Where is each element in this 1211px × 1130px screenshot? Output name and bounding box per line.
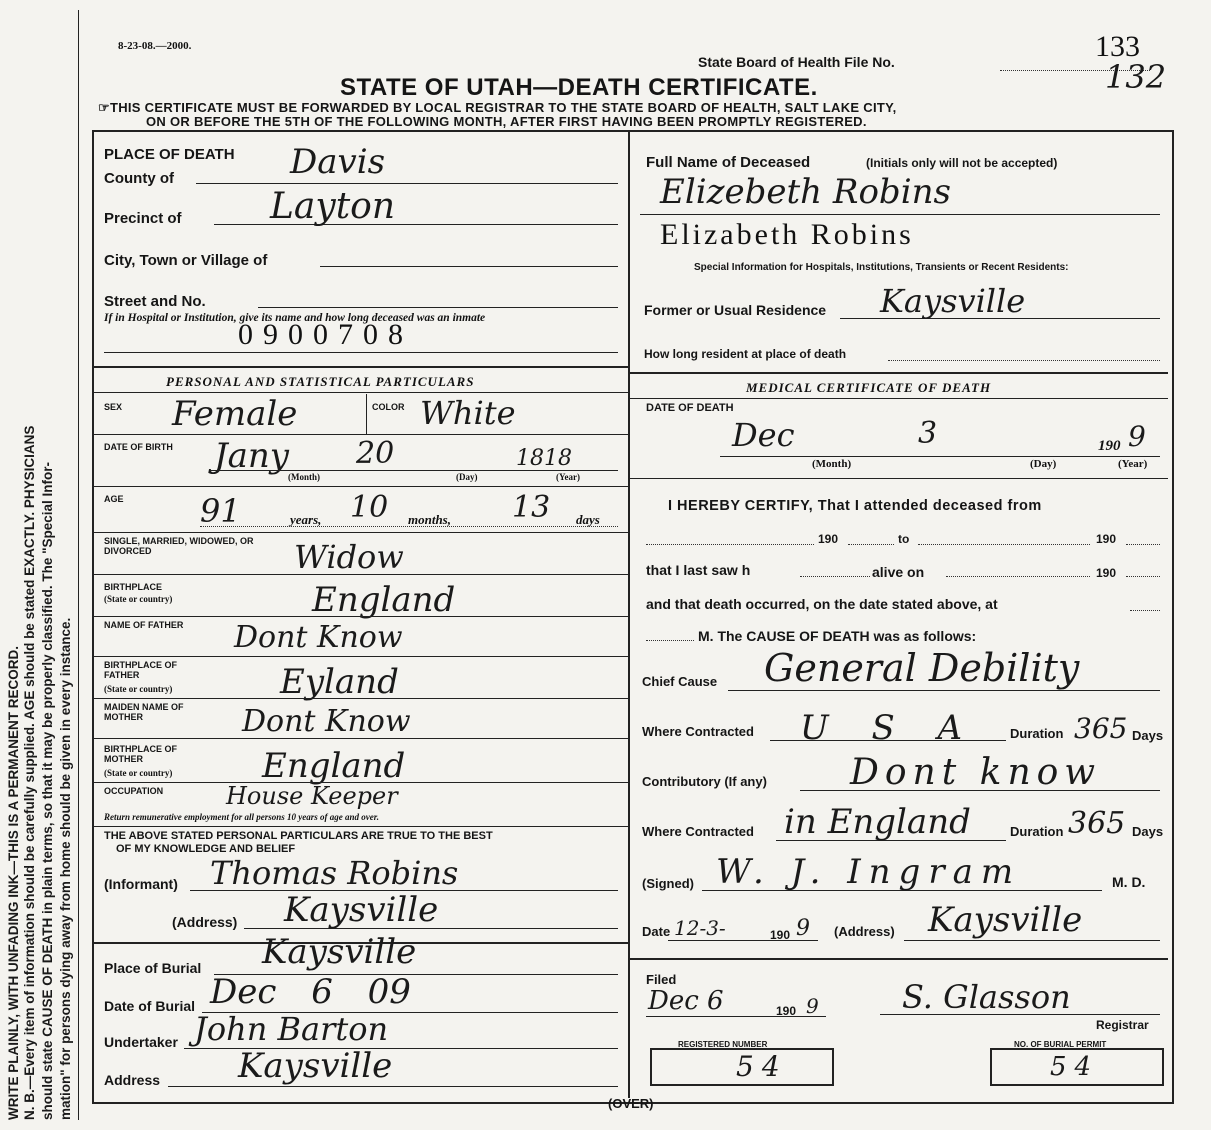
place-heading: PLACE OF DEATH [104,146,235,163]
duration-2-days-label: Days [1132,824,1164,839]
duration-days-label: Days [1132,728,1164,743]
dob-year-label: (Year) [556,472,580,482]
deceased-name-handwritten: Elizebeth Robins [660,172,951,212]
chief-cause-value: General Debility [764,646,1080,690]
burial-place-value: Kaysville [262,932,417,972]
notice-line-1: ☞THIS CERTIFICATE MUST BE FORWARDED BY LOCAL REGISTRAR TO THE STATE BOARD OF HEALTH, SALT LAKE CITY, [98,100,897,115]
from-dot [848,544,894,545]
deceased-name-label: Full Name of Deceased [646,154,811,171]
dob-month: Jany [214,436,290,476]
mother-birthplace-value: England [262,746,406,786]
precinct-value: Layton [270,186,396,227]
to-190: 190 [1096,532,1117,546]
days-label: days [576,512,600,527]
alive-on-line [946,576,1090,577]
registered-number-value: 54 [736,1050,788,1083]
row-line-4 [94,574,628,575]
filed-value: Dec 6 [648,986,724,1016]
birthplace-sub: (State or country) [104,594,173,604]
from-190: 190 [818,532,839,546]
undertaker-address-label: Address [104,1072,161,1088]
where-contracted-label: Where Contracted [642,724,754,739]
signed-label: (Signed) [642,876,694,891]
row-line-6 [94,656,628,657]
medical-heading: MEDICAL CERTIFICATE OF DEATH [746,380,992,395]
age-years: 91 [200,492,241,530]
filed-label: Filed [646,972,677,987]
physician-signature: W. J. Ingram [716,852,1022,892]
death-date-label: DATE OF DEATH [646,402,734,414]
signature-date-label: Date [642,924,671,939]
deceased-name-typed: Elizabeth Robins [660,218,914,251]
row-line-1 [94,434,628,435]
alive-dot [1126,576,1160,577]
duration-value: 365 [1074,712,1128,745]
filed-line [646,1016,826,1017]
resident-how-long-line [888,360,1160,361]
dob-month-label: (Month) [288,472,320,482]
personal-heading: PERSONAL AND STATISTICAL PARTICULARS [166,374,475,389]
right-section-divider [630,372,1168,374]
md-label: M. D. [1112,874,1146,890]
duration-2-value: 365 [1068,806,1126,841]
registrar-line [880,1014,1160,1015]
duration-2-label: Duration [1010,824,1064,839]
dob-day-label: (Day) [456,472,478,482]
county-line [196,183,618,184]
row-line-3 [94,532,628,533]
dob-day: 20 [356,436,395,471]
side-notice-line-1: N. B.—Every item of information should be carefully supplied. AGE should be stated EXACTLY. PHYSICIANS [22,425,37,1120]
mother-birthplace-sub: (State or country) [104,768,173,778]
center-divider [628,132,630,1098]
side-notice-line-3: mation" for persons dying away from home should be given in every instance. [58,617,73,1120]
months-label: months, [408,512,451,527]
signature-address-value: Kaysville [928,900,1083,940]
mother-value: Dont Know [242,704,411,739]
burial-date-value: Dec 6 09 [210,972,411,1012]
row-line-2 [94,486,628,487]
where-contracted-2-label: Where Contracted [642,824,754,839]
file-no-label: State Board of Health File No. [698,54,895,70]
signature-date-line [668,940,818,941]
city-label: City, Town or Village of [104,252,268,269]
death-year-label: (Year) [1118,458,1148,470]
side-notice [0,0,80,1130]
precinct-label: Precinct of [104,210,182,227]
sex-label: SEX [104,402,123,412]
father-value: Dont Know [234,620,403,655]
mother-birthplace-label: BIRTHPLACE OF MOTHER [104,744,177,764]
certify-line: I HEREBY CERTIFY, That I attended deceased from [668,498,1042,514]
death-date-bottom-line [630,478,1168,479]
row-line-8 [94,738,628,739]
burial-place-label: Place of Burial [104,960,202,976]
father-birthplace-sub: (State or country) [104,684,173,694]
medical-bottom-line [630,958,1168,960]
chief-cause-label: Chief Cause [642,674,718,689]
medical-heading-line [630,398,1168,399]
undertaker-address-line [168,1086,618,1087]
occupation-value: House Keeper [226,782,398,810]
over-label: (OVER) [608,1096,654,1111]
signature-address-line [904,940,1160,941]
burial-permit-value: 54 [1050,1052,1100,1082]
side-notice-line-2: should state CAUSE OF DEATH in plain terms, so that it may be properly classified. The "Special Infor- [40,461,55,1120]
cause-intro: M. The CAUSE OF DEATH was as follows: [698,628,977,644]
occupation-label: OCCUPATION [104,786,164,796]
to-label: to [898,532,910,546]
attest-line-1: THE ABOVE STATED PERSONAL PARTICULARS ARE TRUE TO THE BEST [104,830,493,842]
street-line [258,307,618,308]
years-label: years, [290,512,322,527]
birthplace-label: BIRTHPLACE [104,582,162,592]
contributory-label: Contributory (If any) [642,774,767,789]
personal-heading-line [94,392,628,393]
residence-label: Former or Usual Residence [644,302,827,318]
signature-address-label: (Address) [834,924,895,939]
where-contracted-value: U S A [800,708,979,748]
father-birthplace-label: BIRTHPLACE OF FATHER [104,660,177,680]
sex-value: Female [172,394,298,434]
undertaker-address-value: Kaysville [238,1046,393,1086]
chief-cause-line [728,690,1160,691]
certificate-stamp: 0900708 [238,318,413,351]
burial-permit-label: NO. OF BURIAL PERMIT [1014,1040,1107,1049]
marital-value: Widow [294,538,404,576]
side-border [78,10,79,1120]
signature-date-190: 190 [770,928,791,942]
occupation-note: Return remunerative employment for all persons 10 years of age and over. [104,812,379,822]
age-months: 10 [350,490,389,525]
form-code: 8-23-08.—2000. [118,40,192,52]
dob-year: 1818 [516,446,572,471]
death-year-print: 190 [1098,438,1121,454]
marital-label: SINGLE, MARRIED, WIDOWED, OR DIVORCED [104,536,254,556]
deceased-name-line [640,214,1160,215]
informant-address-label: (Address) [172,914,238,930]
registered-number-label: REGISTERED NUMBER [678,1040,768,1049]
signature-date-year: 9 [796,916,810,941]
hospital-line [104,352,618,353]
registrar-label: Registrar [1096,1018,1149,1032]
street-label: Street and No. [104,293,206,310]
undertaker-value: John Barton [194,1010,389,1048]
side-notice-line-4: WRITE PLAINLY, WITH UNFADING INK—THIS IS A PERMANENT RECORD. [6,645,21,1120]
special-info-label: Special Information for Hospitals, Institutions, Transients or Recent Residents: [694,262,1069,273]
death-day: 3 [918,416,938,451]
filed-year: 9 [806,994,819,1018]
informant-value: Thomas Robins [210,854,459,892]
contributory-value: Dont know [850,752,1102,793]
dob-label: DATE OF BIRTH [104,442,173,452]
duration-label: Duration [1010,726,1064,741]
dob-line [210,470,618,471]
city-line [320,266,618,267]
to-line [918,544,1090,545]
attest-line-2: OF MY KNOWLEDGE AND BELIEF [116,843,296,855]
resident-how-long-label: How long resident at place of death [644,347,847,361]
row-line-10 [94,826,628,827]
page-title: STATE OF UTAH—DEATH CERTIFICATE. [340,74,818,101]
filed-190: 190 [776,1004,797,1018]
row-line-7 [94,698,628,699]
occurred-dot [1130,610,1160,611]
death-month: Dec [732,416,795,454]
county-label: County of [104,170,174,187]
informant-address-value: Kaysville [284,890,439,930]
left-section-divider [94,366,628,368]
age-days: 13 [512,490,551,525]
alive-on-label: alive on [872,564,925,580]
last-saw-label: that I last saw h [646,562,751,578]
informant-label: (Informant) [104,876,178,892]
mother-label: MAIDEN NAME OF MOTHER [104,702,184,722]
deceased-name-note: (Initials only will not be accepted) [866,156,1058,170]
death-day-label: (Day) [1030,458,1057,470]
burial-date-label: Date of Burial [104,998,196,1014]
registrar-signature: S. Glasson [902,978,1071,1016]
alive-190: 190 [1096,566,1117,580]
file-no-handwritten: 132 [1105,58,1167,96]
residence-value: Kaysville [880,282,1026,320]
last-saw-line [800,576,870,577]
death-month-label: (Month) [812,458,852,470]
color-value: White [420,394,516,432]
father-birthplace-value: Eyland [280,662,399,702]
hospital-note: If in Hospital or Institution, give its name and how long deceased was an inmate [104,312,486,324]
notice-line-2: ON OR BEFORE THE 5TH OF THE FOLLOWING MONTH, AFTER FIRST HAVING BEEN PROMPTLY REGISTERED. [146,114,867,129]
row-line-5 [94,616,628,617]
signature-date-value: 12-3- [674,916,726,940]
occurred-line: and that death occurred, on the date stated above, at [646,596,998,612]
age-line [200,526,618,527]
age-label: AGE [104,494,124,504]
birthplace-value: England [312,580,456,620]
sex-color-divider [366,394,367,434]
county-value: Davis [290,142,386,182]
file-no-typed: 133 [1095,30,1140,63]
to-dot [1126,544,1160,545]
where-contracted-2-value: in England [784,802,971,842]
death-year-hand: 9 [1128,420,1146,453]
death-date-line [720,456,1160,457]
undertaker-label: Undertaker [104,1034,178,1050]
father-label: NAME OF FATHER [104,620,184,630]
color-label: COLOR [372,402,405,412]
m-dot [646,640,694,641]
from-line [646,544,814,545]
